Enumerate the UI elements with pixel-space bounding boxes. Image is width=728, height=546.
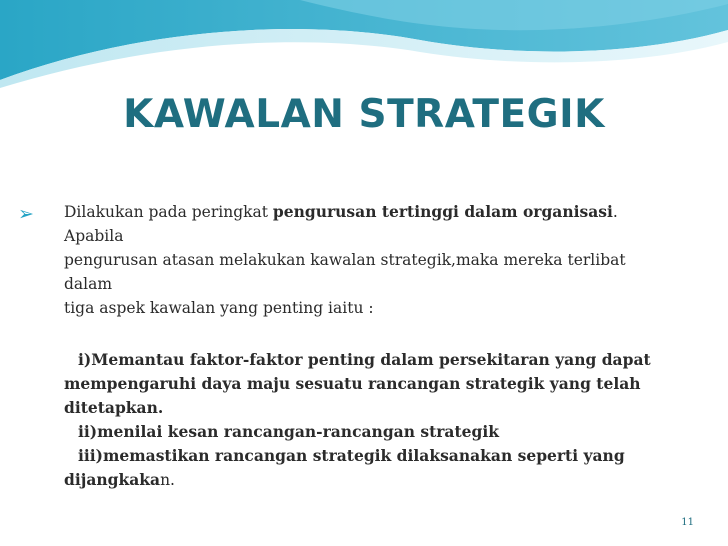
bullet-text-before: Dilakukan pada peringkat xyxy=(64,203,273,221)
item-i-line-3: ditetapkan. xyxy=(64,398,164,417)
bullet-text-bold: pengurusan tertinggi dalam organisasi xyxy=(272,202,613,221)
item-i-line-2: mempengaruhi daya maju sesuatu rancangan strategik yang telah xyxy=(64,374,641,393)
aspect-list xyxy=(18,348,678,492)
arrow-bullet-icon: ➢ xyxy=(18,203,34,225)
bullet-paragraph xyxy=(18,200,678,248)
item-ii-line-1: ii)menilai kesan rancangan-rancangan strategik xyxy=(78,422,499,441)
bullet-line-3: tiga aspek kawalan yang penting iaitu : xyxy=(64,299,374,317)
slide-body xyxy=(18,200,678,492)
bullet-line-2: pengurusan atasan melakukan kawalan strategik,maka mereka terlibat dalam xyxy=(64,251,626,293)
page-number: 11 xyxy=(681,517,694,528)
bullet-text-after: . Apabila xyxy=(64,203,618,245)
header-wave-decoration xyxy=(0,0,728,90)
item-i-line-1: i)Memantau faktor-faktor penting dalam persekitaran yang dapat xyxy=(78,350,651,369)
item-iii-bold-part: dijangkaka xyxy=(64,470,161,489)
bullet-line-1 xyxy=(64,200,678,248)
item-iii-line-1: iii)memastikan rancangan strategik dilaksanakan seperti yang xyxy=(78,446,625,465)
item-iii-rest: n. xyxy=(160,471,175,489)
slide-title: KAWALAN STRATEGIK xyxy=(123,92,605,137)
item-iii-line-2 xyxy=(64,468,678,492)
